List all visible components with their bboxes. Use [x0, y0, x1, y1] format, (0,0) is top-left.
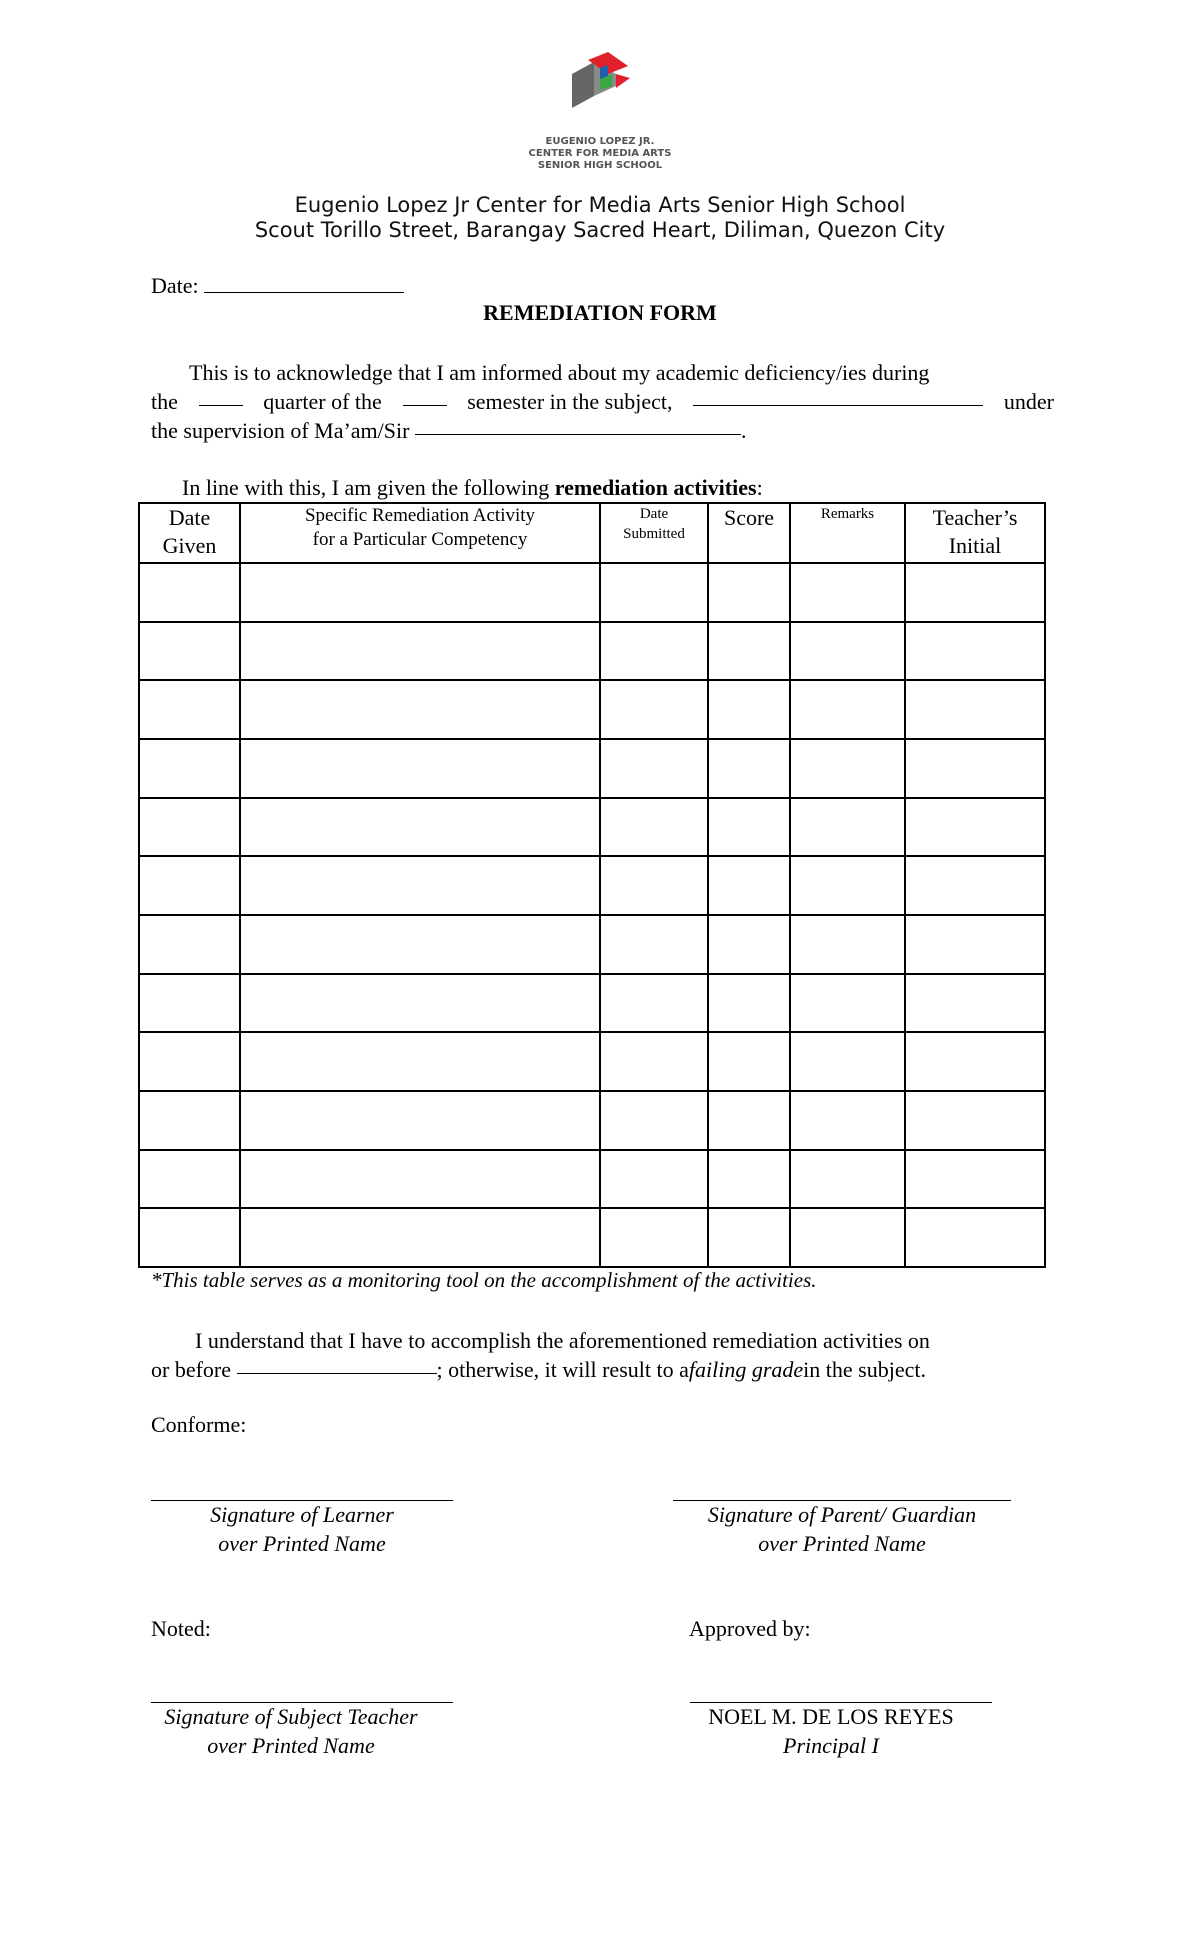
cell-teacher-initial[interactable]: [905, 798, 1045, 857]
remediation-activity-table: [138, 502, 1046, 1268]
table-row: [139, 1091, 1045, 1150]
header-text: Given: [162, 533, 217, 558]
cell-date-submitted[interactable]: [600, 1150, 708, 1209]
acknowledgement-paragraph: [151, 358, 1054, 445]
cell-remarks[interactable]: [790, 563, 905, 622]
cell-activity[interactable]: [240, 915, 600, 974]
quarter-blank[interactable]: [199, 387, 243, 406]
table-row: [139, 563, 1045, 622]
cell-score[interactable]: [708, 856, 790, 915]
logo-icon: [564, 52, 636, 114]
caption-line: over Printed Name: [218, 1531, 386, 1556]
ack-supervision: the supervision of Ma’am/Sir: [151, 418, 410, 443]
table-row: [139, 856, 1045, 915]
caption-line: Signature of Parent/ Guardian: [707, 1502, 977, 1527]
cell-score[interactable]: [708, 1091, 790, 1150]
ack-period: .: [740, 418, 747, 443]
cell-activity[interactable]: [240, 739, 600, 798]
activities-intro: [182, 475, 763, 501]
cell-teacher-initial[interactable]: [905, 1032, 1045, 1091]
cell-date-given[interactable]: [139, 563, 240, 622]
cell-teacher-initial[interactable]: [905, 622, 1045, 681]
commitment-or-before: or before: [151, 1357, 232, 1382]
table-row: [139, 622, 1045, 681]
cell-date-submitted[interactable]: [600, 915, 708, 974]
table-header-row: [139, 503, 1045, 563]
subject-blank[interactable]: [693, 387, 983, 406]
header-remarks: [790, 503, 905, 563]
cell-activity[interactable]: [240, 798, 600, 857]
cell-activity[interactable]: [240, 856, 600, 915]
caption-line: over Printed Name: [207, 1733, 375, 1758]
cell-date-submitted[interactable]: [600, 1091, 708, 1150]
cell-score[interactable]: [708, 563, 790, 622]
cell-score[interactable]: [708, 739, 790, 798]
cell-date-given[interactable]: [139, 1150, 240, 1209]
cell-activity[interactable]: [240, 680, 600, 739]
table-row: [139, 1208, 1045, 1267]
ack-line-1: This is to acknowledge that I am informed about my academic deficiency/ies during: [189, 360, 930, 385]
header-activity: [240, 503, 600, 563]
header-text: Date: [168, 505, 211, 530]
header-text: Date: [639, 506, 669, 522]
header-text: Specific Remediation Activity: [304, 505, 536, 526]
cell-remarks[interactable]: [790, 1091, 905, 1150]
teacher-name-blank[interactable]: [415, 416, 741, 435]
principal-name: NOEL M. DE LOS REYES: [708, 1704, 954, 1729]
cell-date-given[interactable]: [139, 856, 240, 915]
principal-caption: [680, 1702, 982, 1760]
caption-line: over Printed Name: [758, 1531, 926, 1556]
activities-intro-text: In line with this, I am given the following: [182, 475, 555, 500]
cell-activity[interactable]: [240, 974, 600, 1033]
cell-date-submitted[interactable]: [600, 563, 708, 622]
table-note: *This table serves as a monitoring tool on the accomplishment of the activities.: [151, 1268, 817, 1292]
cell-score[interactable]: [708, 974, 790, 1033]
cell-score[interactable]: [708, 798, 790, 857]
cell-remarks[interactable]: [790, 974, 905, 1033]
cell-score[interactable]: [708, 1208, 790, 1267]
cell-score[interactable]: [708, 1032, 790, 1091]
cell-date-given[interactable]: [139, 1091, 240, 1150]
cell-activity[interactable]: [240, 1208, 600, 1267]
cell-teacher-initial[interactable]: [905, 1091, 1045, 1150]
semester-blank[interactable]: [403, 387, 447, 406]
ack-under: under: [1003, 389, 1054, 414]
cell-teacher-initial[interactable]: [905, 1208, 1045, 1267]
cell-teacher-initial[interactable]: [905, 739, 1045, 798]
cell-score[interactable]: [708, 680, 790, 739]
activities-intro-colon: :: [756, 475, 763, 500]
cell-activity[interactable]: [240, 1150, 600, 1209]
header-score: [708, 503, 790, 563]
commitment-otherwise: ; otherwise, it will result to a: [436, 1357, 689, 1382]
cell-teacher-initial[interactable]: [905, 680, 1045, 739]
commitment-failing-grade: failing grade: [688, 1357, 804, 1382]
cell-date-submitted[interactable]: [600, 856, 708, 915]
cell-date-given[interactable]: [139, 680, 240, 739]
date-row: [151, 273, 404, 299]
header-date-submitted: [600, 503, 708, 563]
activities-intro-bold: remediation activities: [554, 475, 757, 500]
cell-remarks[interactable]: [790, 1150, 905, 1209]
table-row: [139, 974, 1045, 1033]
header-text: Submitted: [623, 526, 685, 542]
cell-date-submitted[interactable]: [600, 798, 708, 857]
logo-text-line: EUGENIO LOPEZ JR.: [545, 136, 655, 147]
cell-date-given[interactable]: [139, 622, 240, 681]
cell-teacher-initial[interactable]: [905, 915, 1045, 974]
header-date-given: [139, 503, 240, 563]
cell-activity[interactable]: [240, 1032, 600, 1091]
header-text: Score: [723, 505, 775, 530]
header-text: Remarks: [820, 506, 875, 522]
cell-date-submitted[interactable]: [600, 1032, 708, 1091]
form-title: REMEDIATION FORM: [483, 300, 717, 325]
cell-date-submitted[interactable]: [600, 680, 708, 739]
cell-date-given[interactable]: [139, 739, 240, 798]
table-row: [139, 915, 1045, 974]
cell-remarks[interactable]: [790, 856, 905, 915]
logo-text-line: CENTER FOR MEDIA ARTS: [528, 148, 672, 159]
table-row: [139, 1150, 1045, 1209]
header-text: Initial: [948, 533, 1002, 558]
cell-date-given[interactable]: [139, 974, 240, 1033]
learner-signature-caption: [151, 1500, 453, 1558]
cell-activity[interactable]: [240, 622, 600, 681]
school-logo: [520, 52, 680, 182]
cell-remarks[interactable]: [790, 739, 905, 798]
conforme-label: Conforme:: [151, 1412, 247, 1437]
caption-line: Signature of Subject Teacher: [164, 1704, 418, 1729]
cell-date-given[interactable]: [139, 1032, 240, 1091]
cell-date-given[interactable]: [139, 915, 240, 974]
header-text: for a Particular Competency: [312, 529, 528, 550]
ack-the: the: [151, 389, 178, 414]
cell-date-submitted[interactable]: [600, 622, 708, 681]
cell-remarks[interactable]: [790, 1032, 905, 1091]
cell-remarks[interactable]: [790, 622, 905, 681]
table-row: [139, 1032, 1045, 1091]
parent-signature-caption: [673, 1500, 1011, 1558]
cell-remarks[interactable]: [790, 915, 905, 974]
cell-teacher-initial[interactable]: [905, 974, 1045, 1033]
school-name: Eugenio Lopez Jr Center for Media Arts Senior High School: [294, 193, 906, 217]
noted-label: Noted:: [151, 1616, 211, 1641]
cell-teacher-initial[interactable]: [905, 1150, 1045, 1209]
table-row: [139, 739, 1045, 798]
caption-line: Signature of Learner: [210, 1502, 394, 1527]
cell-date-submitted[interactable]: [600, 974, 708, 1033]
cell-teacher-initial[interactable]: [905, 563, 1045, 622]
cell-remarks[interactable]: [790, 798, 905, 857]
cell-date-submitted[interactable]: [600, 739, 708, 798]
principal-title: Principal I: [783, 1733, 879, 1758]
table-row: [139, 680, 1045, 739]
commitment-paragraph: [151, 1326, 1054, 1384]
logo-text-line: SENIOR HIGH SCHOOL: [537, 160, 663, 171]
approved-label: Approved by:: [689, 1616, 811, 1641]
ack-quarter-of-the: quarter of the: [263, 389, 382, 414]
deadline-blank[interactable]: [237, 1355, 437, 1374]
header-teacher-initial: [905, 503, 1045, 563]
school-address: Scout Torillo Street, Barangay Sacred Heart, Diliman, Quezon City: [254, 218, 946, 242]
cell-score[interactable]: [708, 622, 790, 681]
table-row: [139, 798, 1045, 857]
cell-score[interactable]: [708, 915, 790, 974]
cell-remarks[interactable]: [790, 680, 905, 739]
cell-date-given[interactable]: [139, 1208, 240, 1267]
cell-date-submitted[interactable]: [600, 1208, 708, 1267]
cell-date-given[interactable]: [139, 798, 240, 857]
date-label: Date:: [151, 273, 199, 298]
ack-semester-in: semester in the subject,: [467, 389, 673, 414]
commitment-in-subject: in the subject.: [803, 1357, 926, 1382]
cell-score[interactable]: [708, 1150, 790, 1209]
header-text: Teacher’s: [932, 505, 1018, 530]
cell-teacher-initial[interactable]: [905, 856, 1045, 915]
commitment-line-1: I understand that I have to accomplish the aforementioned remediation activities on: [195, 1328, 930, 1353]
cell-activity[interactable]: [240, 1091, 600, 1150]
table-body: [139, 563, 1045, 1267]
date-blank[interactable]: [204, 274, 404, 293]
cell-activity[interactable]: [240, 563, 600, 622]
cell-remarks[interactable]: [790, 1208, 905, 1267]
teacher-signature-caption: [140, 1702, 442, 1760]
